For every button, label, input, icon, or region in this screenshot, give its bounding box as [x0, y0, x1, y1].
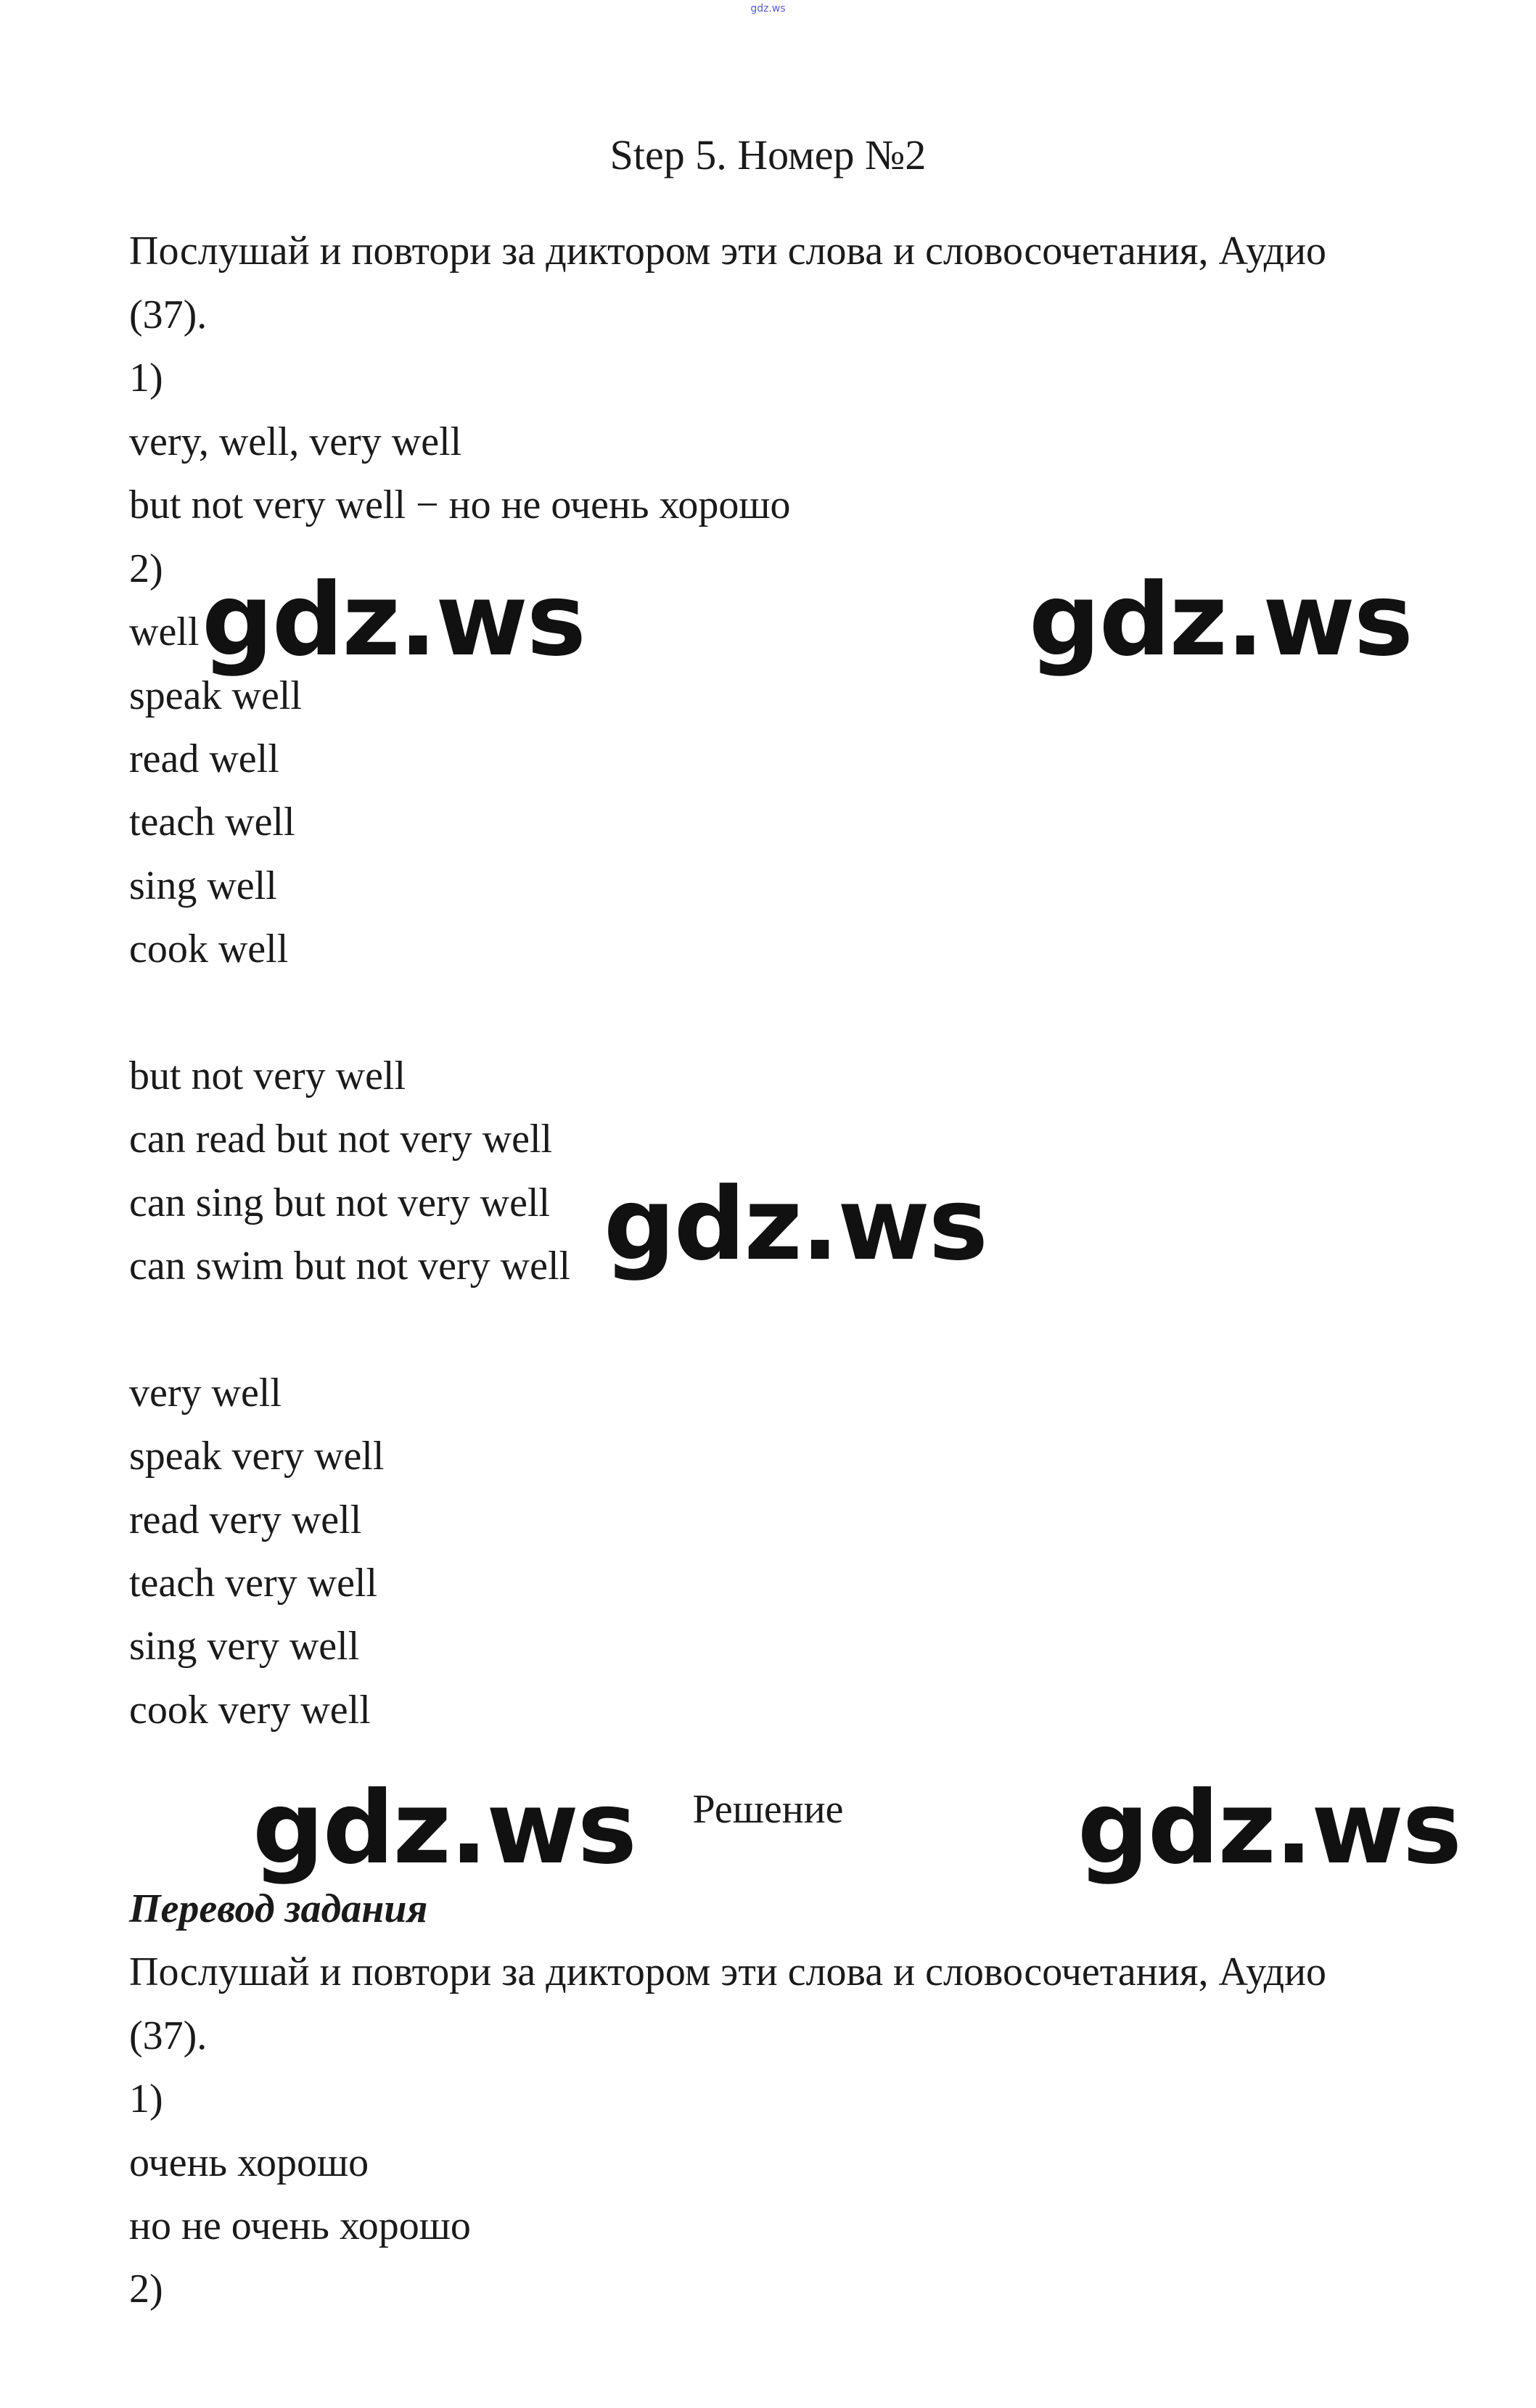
- translation-part1-label: 1): [129, 2076, 163, 2121]
- task-part1-label: 1): [129, 356, 163, 400]
- watermark: gdz.ws: [1077, 1770, 1461, 1886]
- top-site-mark: gdz.ws: [750, 3, 786, 15]
- group-a-item: cook well: [129, 926, 289, 971]
- group-c-item: speak very well: [129, 1434, 385, 1479]
- group-c-item: cook very well: [129, 1688, 371, 1733]
- group-b-item: can sing but not very well: [129, 1180, 551, 1225]
- group-b-item: but not very well: [129, 1053, 406, 1098]
- translation-part1-line: очень хорошо: [129, 2140, 369, 2185]
- group-b-item: can swim but not very well: [129, 1244, 571, 1289]
- watermark: gdz.ws: [1029, 562, 1412, 678]
- group-a-item: read well: [129, 736, 279, 781]
- group-c-item: very well: [129, 1371, 282, 1415]
- task-part1-line: very, well, very well: [129, 419, 462, 464]
- page-title: Step 5. Номер №2: [609, 131, 927, 178]
- group-c-item: sing very well: [129, 1624, 360, 1669]
- translation-instruction-line1: Послушай и повтори за диктором эти слова и словосочетания, Аудио: [129, 1949, 1327, 1994]
- group-c-item: read very well: [129, 1497, 362, 1542]
- task-instruction-line1: Послушай и повтори за диктором эти слова и словосочетания, Аудио: [129, 229, 1327, 274]
- watermark: gdz.ws: [202, 562, 585, 678]
- group-b-item: can read but not very well: [129, 1117, 553, 1162]
- watermark: gdz.ws: [252, 1770, 636, 1886]
- watermark: gdz.ws: [604, 1166, 987, 1283]
- task-part2-label: 2): [129, 546, 163, 591]
- group-a-item: sing well: [129, 863, 277, 908]
- translation-heading: Перевод задания: [129, 1886, 428, 1931]
- solution-label: Решение: [692, 1787, 844, 1832]
- translation-instruction-line2: (37).: [129, 2013, 208, 2058]
- group-a-item: well: [129, 609, 200, 654]
- group-a-item: teach well: [129, 800, 295, 845]
- translation-part2-label: 2): [129, 2267, 163, 2312]
- task-instruction-line2: (37).: [129, 292, 208, 337]
- group-a-item: speak well: [129, 673, 302, 718]
- translation-part1-line: но не очень хорошо: [129, 2203, 471, 2248]
- group-c-item: teach very well: [129, 1561, 378, 1606]
- task-part1-line: but not very well − но не очень хорошо: [129, 482, 791, 527]
